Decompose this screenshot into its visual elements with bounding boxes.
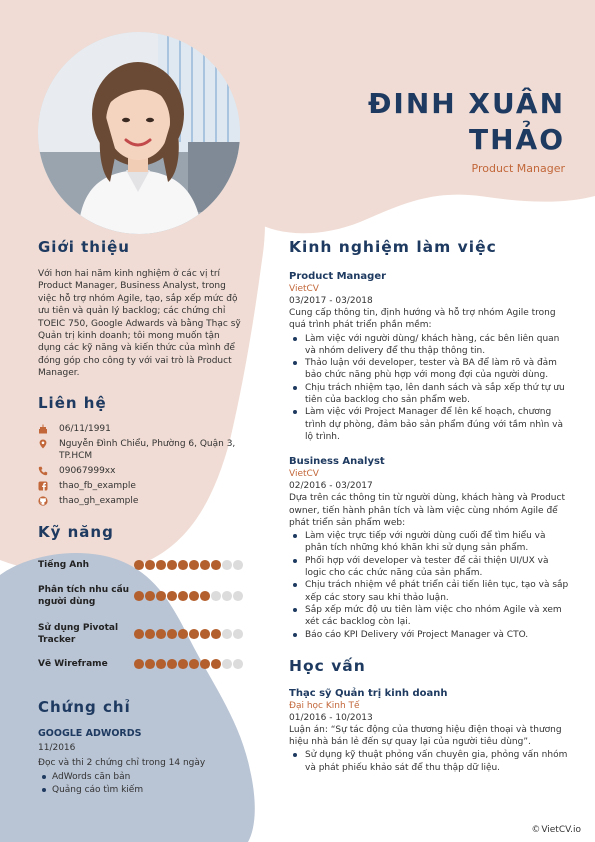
skill-rating bbox=[134, 629, 243, 639]
rating-dot-empty bbox=[233, 560, 243, 570]
list-item: Báo cáo KPI Delivery với Project Manager và CTO. bbox=[289, 629, 571, 641]
right-column bbox=[289, 238, 571, 774]
rating-dot-filled bbox=[145, 560, 155, 570]
footer-brand-text: VietCV.io bbox=[541, 825, 581, 835]
github-icon bbox=[38, 496, 48, 506]
rating-dot-filled bbox=[134, 591, 144, 601]
intro-heading: Giới thiệu bbox=[38, 238, 130, 256]
rating-dot-empty bbox=[222, 629, 232, 639]
list-item: Sử dụng kỹ thuật phỏng vấn chuyên gia, phỏng vấn nhóm và phát phiếu khảo sát để thu thập dữ liệu. bbox=[289, 749, 571, 774]
list-item: Thảo luận với developer, tester và BA để làm rõ và đảm bảo chức năng phù hợp với mong đợi của người dùng. bbox=[289, 357, 571, 382]
skill-rating bbox=[134, 659, 243, 669]
certs-heading: Chứng chỉ bbox=[38, 697, 131, 716]
rating-dot-empty bbox=[222, 560, 232, 570]
rating-dot-filled bbox=[211, 560, 221, 570]
skill-row bbox=[38, 652, 243, 676]
contact-github[interactable] bbox=[38, 495, 243, 507]
rating-dot-empty bbox=[233, 591, 243, 601]
skill-rating bbox=[134, 591, 243, 601]
job-company: VietCV bbox=[289, 469, 319, 480]
location-pin-icon bbox=[38, 439, 48, 449]
list-item: Quảng cáo tìm kiếm bbox=[38, 784, 243, 796]
cert-bullets bbox=[38, 771, 243, 796]
rating-dot-filled bbox=[134, 659, 144, 669]
skill-label: Tiếng Anh bbox=[38, 559, 90, 570]
education-period: 01/2016 - 10/2013 bbox=[289, 712, 373, 723]
experience-heading: Kinh nghiệm làm việc bbox=[289, 238, 497, 256]
cert-desc: Đọc và thi 2 chứng chỉ trong 14 ngày bbox=[38, 758, 206, 769]
rating-dot-filled bbox=[200, 591, 210, 601]
rating-dot-empty bbox=[233, 629, 243, 639]
job-desc: Cung cấp thông tin, định hướng và hỗ trợ nhóm Agile trong quá trình phát triển phần mềm: bbox=[289, 308, 556, 331]
contact-github-text: thao_gh_example bbox=[59, 495, 139, 506]
education-entry bbox=[289, 687, 571, 774]
rating-dot-filled bbox=[167, 659, 177, 669]
rating-dot-filled bbox=[200, 629, 210, 639]
rating-dot-filled bbox=[189, 591, 199, 601]
rating-dot-filled bbox=[211, 629, 221, 639]
contact-facebook[interactable] bbox=[38, 480, 243, 492]
rating-dot-filled bbox=[200, 659, 210, 669]
list-item: Làm việc với người dùng/ khách hàng, các bên liên quan và nhóm delivery để thu thập thông tin. bbox=[289, 333, 571, 358]
person-illustration bbox=[38, 32, 240, 234]
skill-row bbox=[38, 616, 243, 652]
rating-dot-empty bbox=[211, 591, 221, 601]
name-line-2: THẢO bbox=[468, 123, 565, 156]
rating-dot-filled bbox=[189, 659, 199, 669]
skill-label: Phân tích nhu cầu người dùng bbox=[38, 584, 130, 607]
job-role: Product Manager bbox=[471, 162, 565, 175]
rating-dot-filled bbox=[178, 591, 188, 601]
education-bullets bbox=[289, 749, 571, 774]
rating-dot-empty bbox=[233, 659, 243, 669]
rating-dot-empty bbox=[222, 591, 232, 601]
name-block bbox=[368, 86, 565, 175]
list-item: Làm việc trực tiếp với người dùng cuối để tìm hiểu và phân tích những khó khăn khi sử dụng sản phẩm. bbox=[289, 530, 571, 555]
rating-dot-filled bbox=[178, 629, 188, 639]
skill-label: Sử dụng Pivotal Tracker bbox=[38, 622, 119, 645]
job-period: 03/2017 - 03/2018 bbox=[289, 296, 373, 306]
intro-text: Với hơn hai năm kinh nghiệm ở các vị trí Product Manager, Business Analyst, trong việc hỗ trợ nhóm Agile, tạo, sắp xếp mức độ ưu tiên và quản lý backlog; các chứng chỉ TOEIC 750, Google Adwards và bằng Thạc sỹ Quản trị kinh doanh; tôi mong muốn tận dụng các kỹ năng và kiến thức của mình để đóng góp cho công ty với vai trò là Product Manager. bbox=[38, 269, 241, 379]
degree-title: Thạc sỹ Quản trị kinh doanh bbox=[289, 687, 448, 699]
rating-dot-filled bbox=[200, 560, 210, 570]
contact-facebook-text: thao_fb_example bbox=[59, 480, 136, 491]
contact-heading: Liên hệ bbox=[38, 393, 107, 412]
rating-dot-empty bbox=[222, 659, 232, 669]
cert-date: 11/2016 bbox=[38, 742, 76, 753]
list-item: Sắp xếp mức độ ưu tiên làm việc cho nhóm Agile và xem xét các backlog còn lại. bbox=[289, 604, 571, 629]
list-item: Làm việc với Project Manager để lên kế hoạch, chương trình dự phòng, đảm bảo sản phẩm đúng với tầm nhìn và lộ trình. bbox=[289, 406, 571, 443]
contact-address-text: Nguyễn Đình Chiểu, Phường 6, Quận 3, TP.HCM bbox=[59, 438, 236, 461]
rating-dot-filled bbox=[134, 629, 144, 639]
skill-rating bbox=[134, 560, 243, 570]
contact-phone bbox=[38, 465, 243, 477]
job-bullets bbox=[289, 333, 571, 444]
skills-list bbox=[38, 554, 243, 676]
list-item: Phối hợp với developer và tester để cải thiện UI/UX và logic cho các chức năng của sản phẩm. bbox=[289, 555, 571, 580]
school-name: Đại học Kinh Tế bbox=[289, 700, 360, 711]
left-column bbox=[38, 238, 243, 796]
rating-dot-filled bbox=[178, 659, 188, 669]
job-company: VietCV bbox=[289, 284, 319, 294]
skills-heading: Kỹ năng bbox=[38, 522, 114, 541]
rating-dot-filled bbox=[189, 560, 199, 570]
rating-dot-filled bbox=[145, 659, 155, 669]
rating-dot-filled bbox=[145, 629, 155, 639]
rating-dot-filled bbox=[156, 629, 166, 639]
contact-birthday-text: 06/11/1991 bbox=[59, 423, 111, 434]
footer-brand[interactable] bbox=[529, 825, 583, 835]
facebook-icon bbox=[38, 481, 48, 491]
cake-icon bbox=[38, 424, 48, 434]
contact-birthday bbox=[38, 423, 243, 435]
education-heading: Học vấn bbox=[289, 656, 366, 675]
education-desc: Luận án: “Sự tác động của thương hiệu điện thoại và thương hiệu nhà bán lẻ đến sự quay lại của người tiêu dùng”. bbox=[289, 724, 562, 748]
job-entry bbox=[289, 270, 571, 443]
skill-row bbox=[38, 554, 243, 576]
phone-icon bbox=[38, 466, 48, 476]
rating-dot-filled bbox=[156, 659, 166, 669]
list-item: Chịu trách nhiệm tạo, lên danh sách và sắp xếp thứ tự ưu tiên của backlog cho sản phẩm web. bbox=[289, 382, 571, 407]
contact-list bbox=[38, 423, 243, 507]
rating-dot-filled bbox=[156, 591, 166, 601]
job-period: 02/2016 - 03/2017 bbox=[289, 481, 373, 492]
rating-dot-filled bbox=[156, 560, 166, 570]
job-desc: Dựa trên các thông tin từ người dùng, khách hàng và Product owner, tiến hành phân tích và làm việc cùng nhóm Agile để phát triển sản phẩm web: bbox=[289, 493, 565, 528]
cert-title: GOOGLE ADWORDS bbox=[38, 727, 142, 739]
list-item: AdWords căn bản bbox=[38, 771, 243, 783]
rating-dot-filled bbox=[178, 560, 188, 570]
job-title: Business Analyst bbox=[289, 456, 385, 468]
copyright-icon: © bbox=[531, 825, 541, 835]
contact-address bbox=[38, 438, 243, 462]
job-bullets bbox=[289, 530, 571, 641]
rating-dot-filled bbox=[145, 591, 155, 601]
profile-photo bbox=[38, 32, 240, 234]
rating-dot-filled bbox=[189, 629, 199, 639]
job-entry bbox=[289, 455, 571, 641]
list-item: Chịu trách nhiệm về phát triển cải tiến liên tục, tạo và sắp xếp các story sau khi thảo luận. bbox=[289, 579, 571, 604]
contact-phone-text: 09067999xx bbox=[59, 465, 116, 476]
rating-dot-filled bbox=[167, 591, 177, 601]
skill-label: Vẽ Wireframe bbox=[38, 658, 108, 669]
rating-dot-filled bbox=[211, 659, 221, 669]
rating-dot-filled bbox=[167, 560, 177, 570]
rating-dot-filled bbox=[134, 560, 144, 570]
job-title: Product Manager bbox=[289, 271, 387, 282]
name-line-1: ĐINH XUÂN bbox=[367, 87, 565, 120]
rating-dot-filled bbox=[167, 629, 177, 639]
skill-row bbox=[38, 576, 243, 616]
